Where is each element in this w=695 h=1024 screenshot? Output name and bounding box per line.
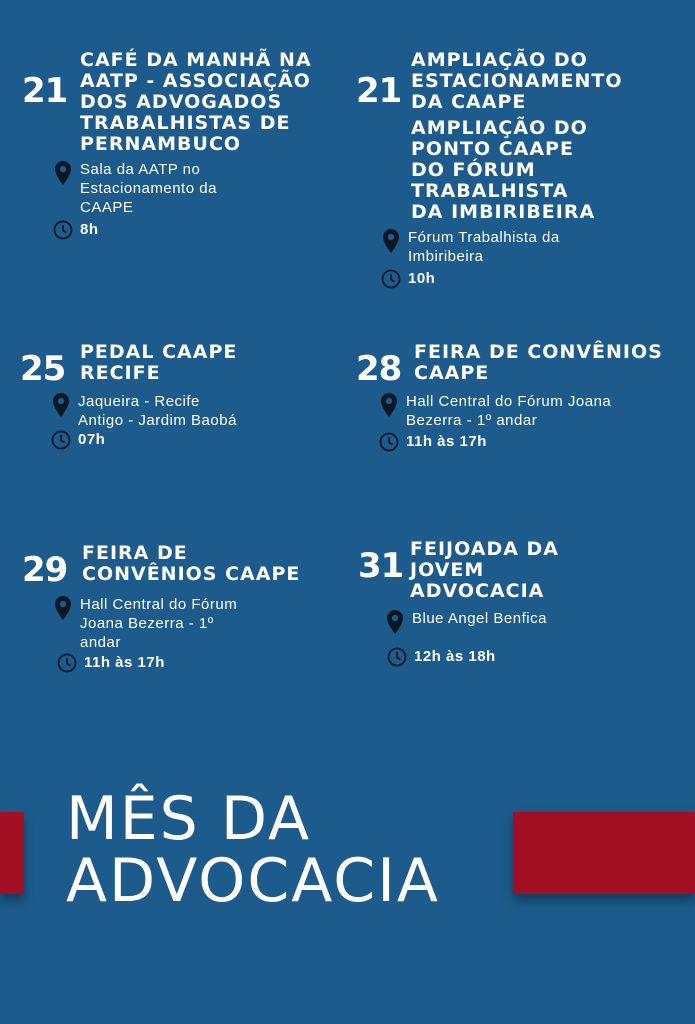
- time-text: 11h às 17h: [84, 654, 165, 671]
- event-title: FEIRA DE CONVÊNIOS CAAPE: [82, 542, 301, 585]
- event-day: 28: [356, 349, 402, 389]
- event-location: [384, 609, 547, 635]
- clock-icon: [386, 647, 408, 667]
- event-day: 21: [22, 71, 68, 111]
- event-title: CAFÉ DA MANHÃ NA AATP - ASSOCIAÇÃO DOS ADVOGADOS TRABALHISTAS DE PERNAMBUCO: [80, 49, 312, 155]
- location-text: Blue Angel Benfica: [412, 610, 547, 627]
- event-card: [22, 50, 342, 250]
- accent-bar-right: [513, 812, 695, 894]
- event-title-secondary: AMPLIAÇÃO DO PONTO CAAPE DO FÓRUM TRABALHISTA DA IMBIRIBEIRA: [411, 117, 596, 223]
- event-title: PEDAL CAAPE RECIFE: [80, 341, 238, 384]
- event-time: [378, 432, 487, 452]
- location-pin-icon: [380, 228, 402, 254]
- time-text: 10h: [408, 270, 436, 287]
- event-day: 31: [358, 546, 404, 586]
- clock-icon: [50, 430, 72, 450]
- event-location: [378, 392, 611, 430]
- clock-icon: [52, 220, 74, 240]
- location-pin-icon: [50, 392, 72, 418]
- clock-icon: [56, 653, 78, 673]
- event-location: [52, 595, 237, 652]
- event-time: [380, 269, 435, 289]
- accent-bar-left: [0, 812, 24, 894]
- event-day: 21: [356, 71, 402, 111]
- event-title: FEIJOADA DA JOVEM ADVOCACIA: [410, 538, 560, 602]
- time-text: 07h: [78, 431, 106, 448]
- time-text: 8h: [80, 221, 99, 238]
- time-text: 11h às 17h: [406, 433, 487, 450]
- event-card: [356, 342, 686, 462]
- event-card: [20, 342, 340, 462]
- event-location: [380, 228, 560, 266]
- location-text: Hall Central do Fórum Joana Bezerra - 1º andar: [80, 596, 238, 651]
- location-pin-icon: [384, 609, 406, 635]
- event-location: [50, 392, 237, 430]
- event-time: [52, 220, 99, 240]
- event-title: AMPLIAÇÃO DO ESTACIONAMENTO DA CAAPE: [411, 49, 623, 113]
- event-time: [386, 647, 496, 667]
- event-day: 29: [22, 550, 68, 590]
- clock-icon: [380, 269, 402, 289]
- location-text: Jaqueira - Recife Antigo - Jardim Baobá: [78, 393, 237, 429]
- location-pin-icon: [378, 392, 400, 418]
- event-location: [52, 160, 217, 217]
- event-card: [358, 539, 678, 679]
- event-card: [22, 543, 342, 683]
- event-time: [56, 653, 165, 673]
- clock-icon: [378, 432, 400, 452]
- event-card: [356, 50, 686, 295]
- location-text: Fórum Trabalhista da Imbiribeira: [408, 229, 560, 265]
- location-text: Sala da AATP no Estacionamento da CAAPE: [80, 161, 217, 216]
- time-text: 12h às 18h: [414, 648, 496, 665]
- event-title: FEIRA DE CONVÊNIOS CAAPE: [414, 341, 663, 384]
- event-time: [50, 430, 105, 450]
- location-pin-icon: [52, 160, 74, 186]
- location-text: Hall Central do Fórum Joana Bezerra - 1º andar: [406, 393, 612, 429]
- location-pin-icon: [52, 595, 74, 621]
- event-day: 25: [20, 349, 66, 389]
- page-title: MÊS DA ADVOCACIA: [66, 784, 440, 916]
